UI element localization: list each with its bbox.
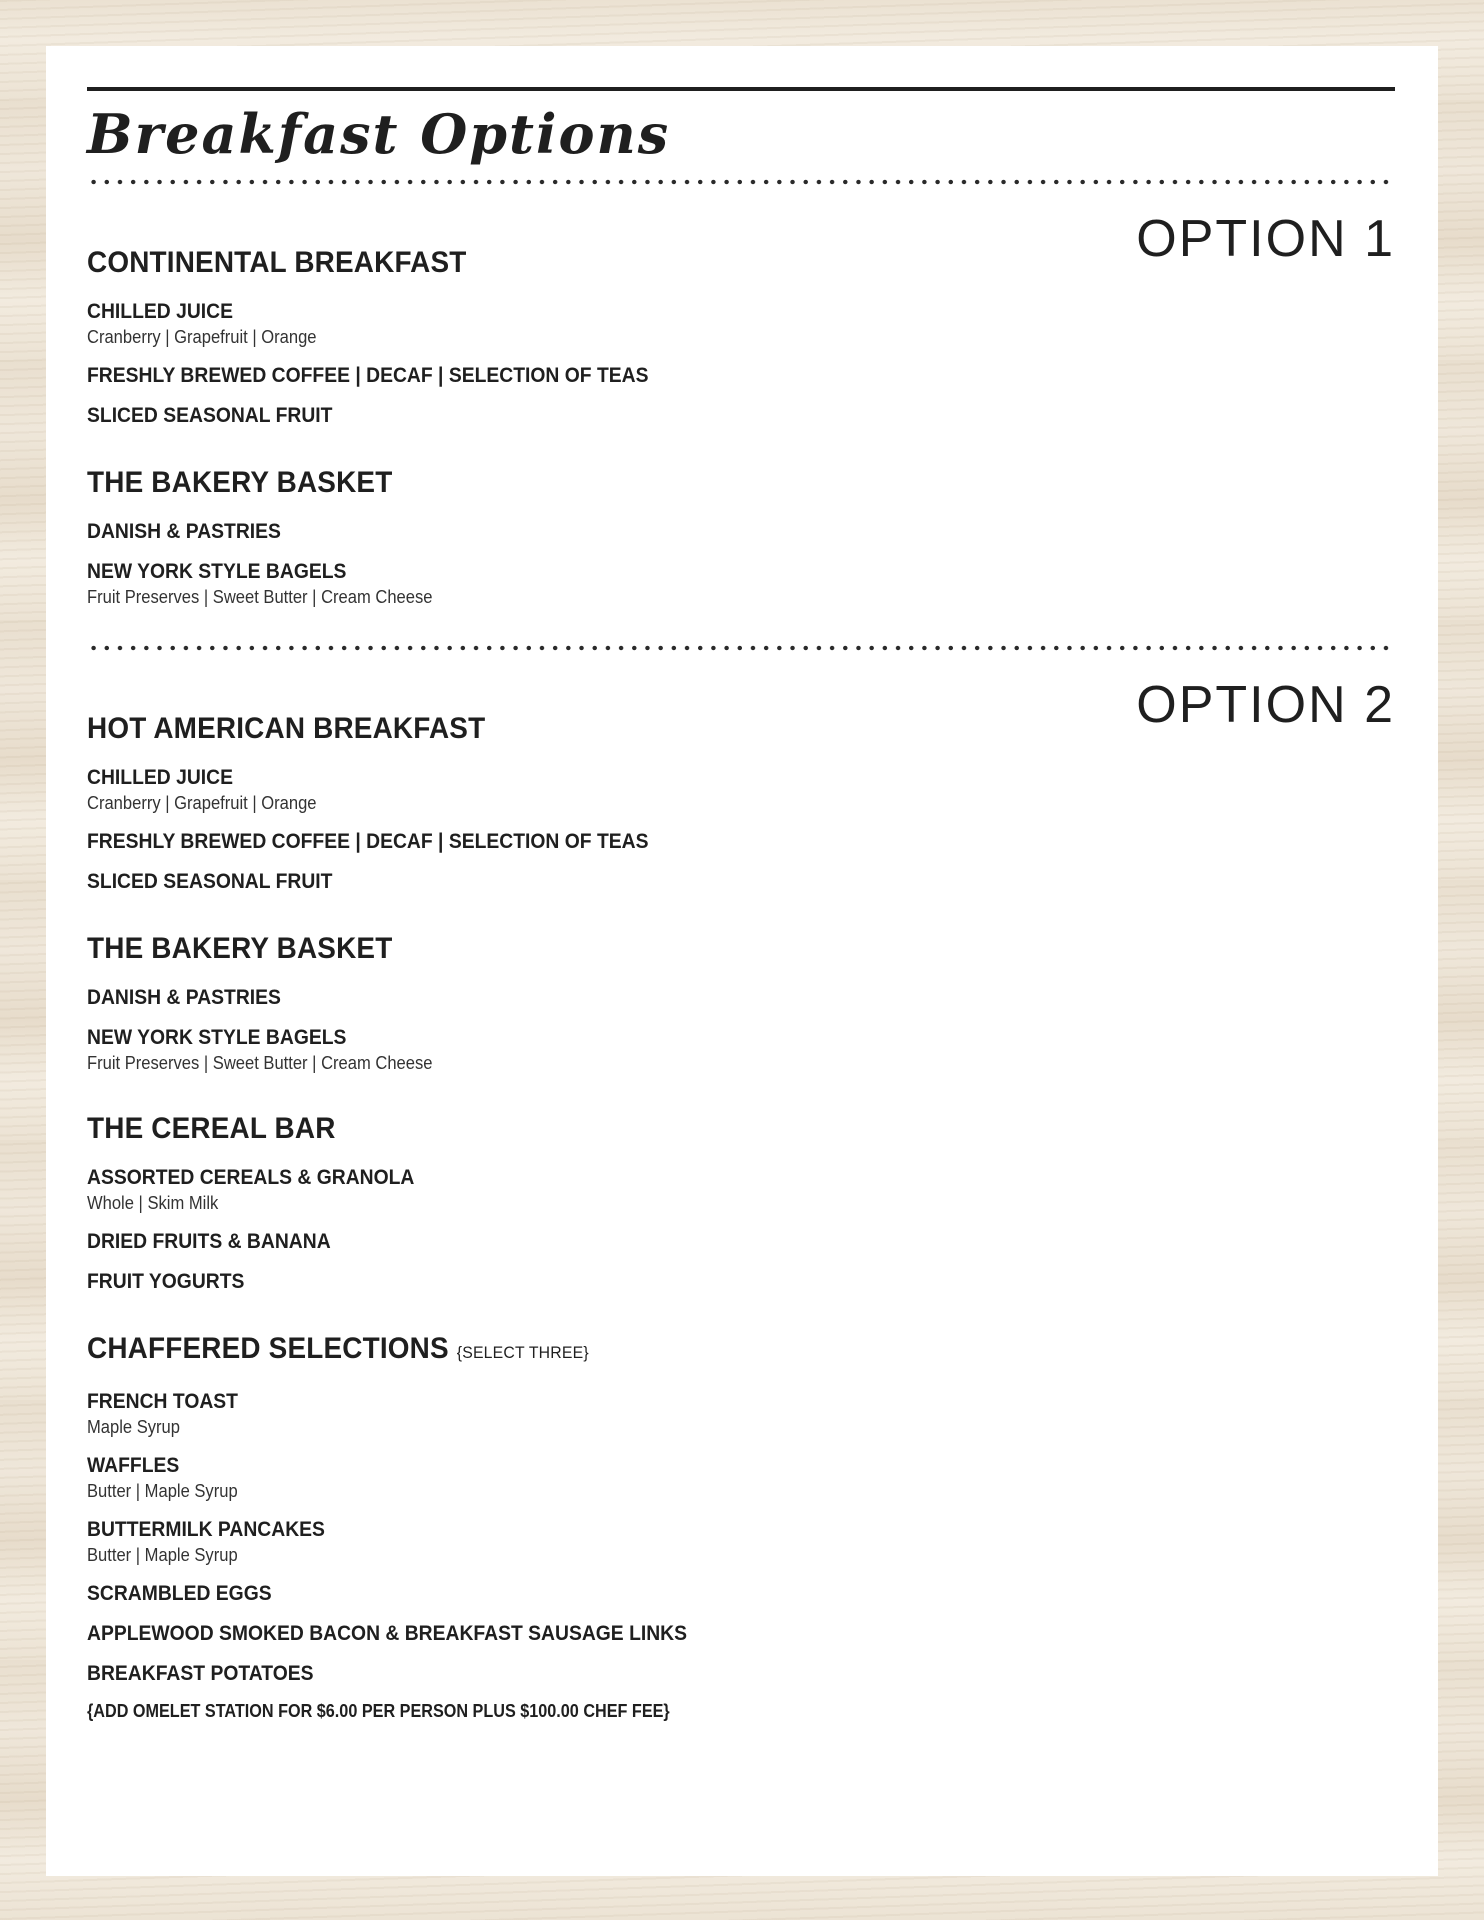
menu-item-description: Butter | Maple Syrup: [87, 1545, 238, 1565]
menu-item-name: FRESHLY BREWED COFFEE | DECAF | SELECTION OF TEAS: [87, 364, 649, 387]
menu-item: [87, 1453, 1395, 1503]
menu-item-description: Fruit Preserves | Sweet Butter | Cream Cheese: [87, 1053, 433, 1073]
menu-item-name: NEW YORK STYLE BAGELS: [87, 1026, 347, 1049]
menu-item-name: SCRAMBLED EGGS: [87, 1582, 272, 1605]
section-title: [87, 245, 1303, 281]
menu-item-name: SLICED SEASONAL FRUIT: [87, 870, 333, 893]
menu-item: [87, 519, 1395, 545]
menu-item: [87, 1269, 1395, 1295]
omelet-station-note: {ADD OMELET STATION FOR $6.00 PER PERSON PLUS $100.00 CHEF FEE}: [87, 1701, 670, 1721]
menu-item: [87, 1517, 1395, 1567]
menu-item-description: Maple Syrup: [87, 1417, 180, 1437]
section-title: [87, 465, 1303, 501]
section-title-text: THE CEREAL BAR: [87, 1112, 336, 1145]
menu-item-name: NEW YORK STYLE BAGELS: [87, 560, 347, 583]
section-title-text: HOT AMERICAN BREAKFAST: [87, 712, 486, 745]
menu-item: [87, 559, 1395, 609]
menu-section-chaffered-selections: [87, 1331, 1395, 1687]
menu-item-description: Fruit Preserves | Sweet Butter | Cream Cheese: [87, 587, 433, 607]
menu-item: [87, 1581, 1395, 1607]
option-2: [87, 651, 1395, 1723]
menu-item: [87, 1661, 1395, 1687]
menu-item-name: FRUIT YOGURTS: [87, 1270, 245, 1293]
section-title-text: THE BAKERY BASKET: [87, 932, 393, 965]
menu-content: [87, 87, 1395, 1723]
menu-section-the-bakery-basket: [87, 465, 1395, 609]
menu-item-name: BUTTERMILK PANCAKES: [87, 1518, 325, 1541]
section-title: [87, 711, 1303, 747]
menu-item-name: SLICED SEASONAL FRUIT: [87, 404, 333, 427]
menu-item: [87, 363, 1395, 389]
menu-item-description: Cranberry | Grapefruit | Orange: [87, 327, 317, 347]
menu-section-continental-breakfast: [87, 245, 1395, 429]
menu-item: [87, 299, 1395, 349]
section-title-text: CHAFFERED SELECTIONS: [87, 1332, 449, 1365]
menu-item: [87, 1229, 1395, 1255]
menu-item: [87, 1621, 1395, 1647]
menu-item: [87, 1389, 1395, 1439]
option-label: OPTION 1: [1136, 210, 1395, 268]
menu-item-name: DANISH & PASTRIES: [87, 520, 281, 543]
menu-item-description: Butter | Maple Syrup: [87, 1481, 238, 1501]
menu-item-name: FRESHLY BREWED COFFEE | DECAF | SELECTION OF TEAS: [87, 830, 649, 853]
menu-item-name: DRIED FRUITS & BANANA: [87, 1230, 331, 1253]
menu-section-the-bakery-basket: [87, 931, 1395, 1075]
menu-item: [87, 1165, 1395, 1215]
section-title-text: CONTINENTAL BREAKFAST: [87, 246, 467, 279]
menu-item-name: CHILLED JUICE: [87, 300, 233, 323]
section-title-text: THE BAKERY BASKET: [87, 466, 393, 499]
menu-item: [87, 403, 1395, 429]
top-rule: [87, 87, 1395, 91]
page-title: Breakfast Options: [87, 102, 671, 166]
menu-item-name: BREAKFAST POTATOES: [87, 1662, 314, 1685]
menu-item-name: DANISH & PASTRIES: [87, 986, 281, 1009]
menu-sheet: [46, 46, 1438, 1876]
section-title: [87, 1331, 1303, 1371]
menu-section-the-cereal-bar: [87, 1111, 1395, 1295]
section-note: {SELECT THREE}: [456, 1343, 589, 1362]
section-title: [87, 1111, 1303, 1147]
menu-item: [87, 765, 1395, 815]
option-label: OPTION 2: [1136, 676, 1395, 734]
menu-item: [87, 985, 1395, 1011]
menu-section-hot-american-breakfast: [87, 711, 1395, 895]
section-title: [87, 931, 1303, 967]
option-1: [87, 185, 1395, 609]
menu-item-name: FRENCH TOAST: [87, 1390, 238, 1413]
menu-item-name: WAFFLES: [87, 1454, 180, 1477]
menu-item-name: APPLEWOOD SMOKED BACON & BREAKFAST SAUSAGE LINKS: [87, 1622, 688, 1645]
menu-item-description: Cranberry | Grapefruit | Orange: [87, 793, 317, 813]
menu-item-name: CHILLED JUICE: [87, 766, 233, 789]
menu-item: [87, 829, 1395, 855]
menu-item: [87, 1025, 1395, 1075]
menu-item: [87, 869, 1395, 895]
menu-item-name: ASSORTED CEREALS & GRANOLA: [87, 1166, 415, 1189]
menu-item-description: Whole | Skim Milk: [87, 1193, 219, 1213]
